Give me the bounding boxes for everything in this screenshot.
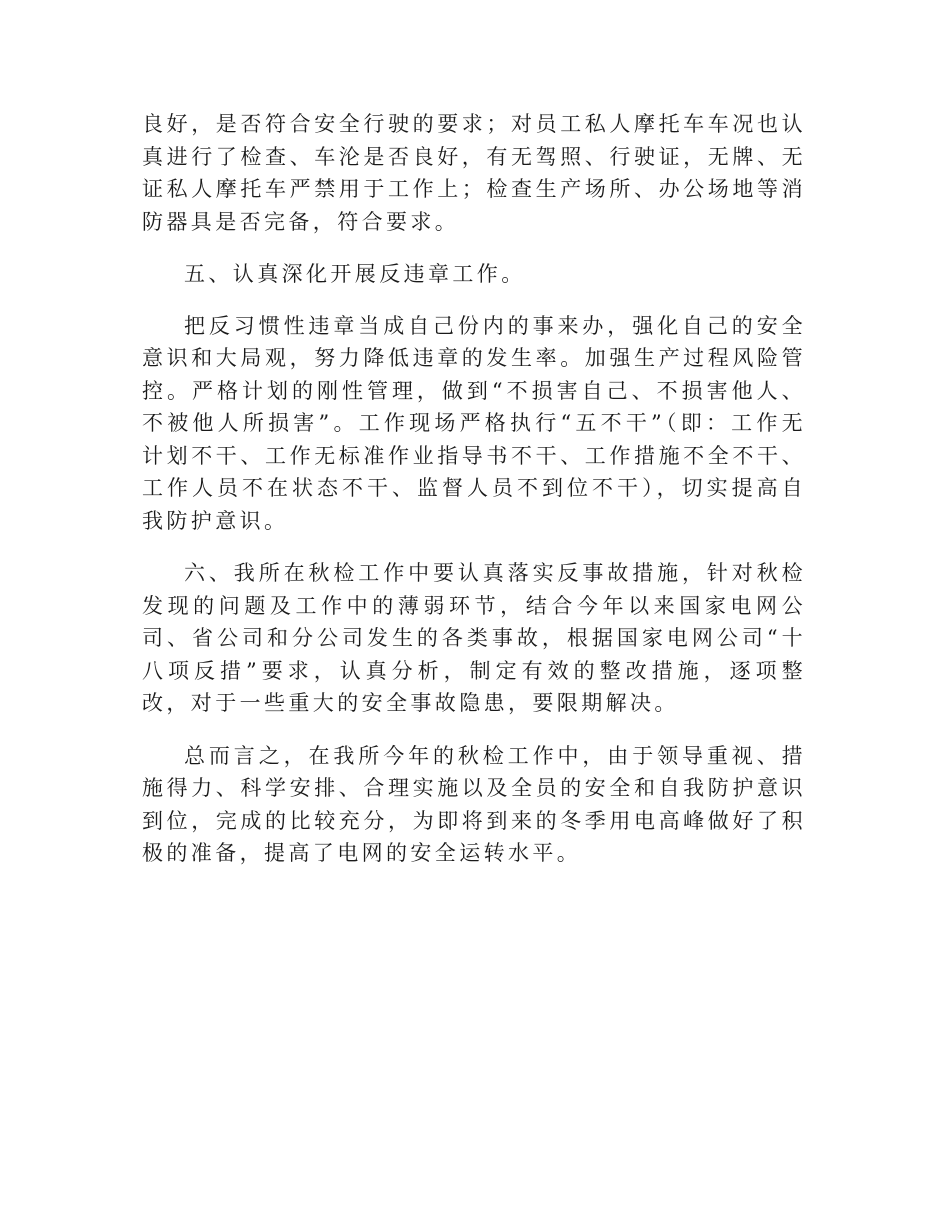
paragraph-vehicle-inspection: 良好，是否符合安全行驶的要求；对员工私人摩托车车况也认真进行了检查、车沦是否良好，有无驾照、行驶证，无牌、无证私人摩托车严禁用于工作上；检查生产场所、办公场地等消防器具是否完备，符合要求。 xyxy=(142,112,806,234)
document-body xyxy=(142,108,806,890)
section-heading-anti-violation: 五、认真深化开展反违章工作。 xyxy=(184,262,526,286)
paragraph-anti-violation: 把反习惯性违章当成自己份内的事来办，强化自己的安全意识和大局观，努力降低违章的发生率。加强生产过程风险管控。严格计划的刚性管理，做到“不损害自己、不损害他人、不被他人所损害”。工作现场严格执行“五不干”（即：工作无计划不干、工作无标准作业指导书不干、工作措施不全不干、工作人员不在状态不干、监督人员不到位不干），切实提高自我防护意识。 xyxy=(142,313,806,533)
paragraph-anti-accident-measures: 六、我所在秋检工作中要认真落实反事故措施，针对秋检发现的问题及工作中的薄弱环节，结合今年以来国家电网公司、省公司和分公司发生的各类事故，根据国家电网公司“十八项反措”要求，认真分析，制定有效的整改措施，逐项整改，对于一些重大的安全事故隐患，要限期解决。 xyxy=(142,561,806,715)
paragraph-conclusion: 总而言之，在我所今年的秋检工作中，由于领导重视、措施得力、科学安排、合理实施以及全员的安全和自我防护意识到位，完成的比较充分，为即将到来的冬季用电高峰做好了积极的准备，提高了电网的安全运转水平。 xyxy=(142,743,806,865)
